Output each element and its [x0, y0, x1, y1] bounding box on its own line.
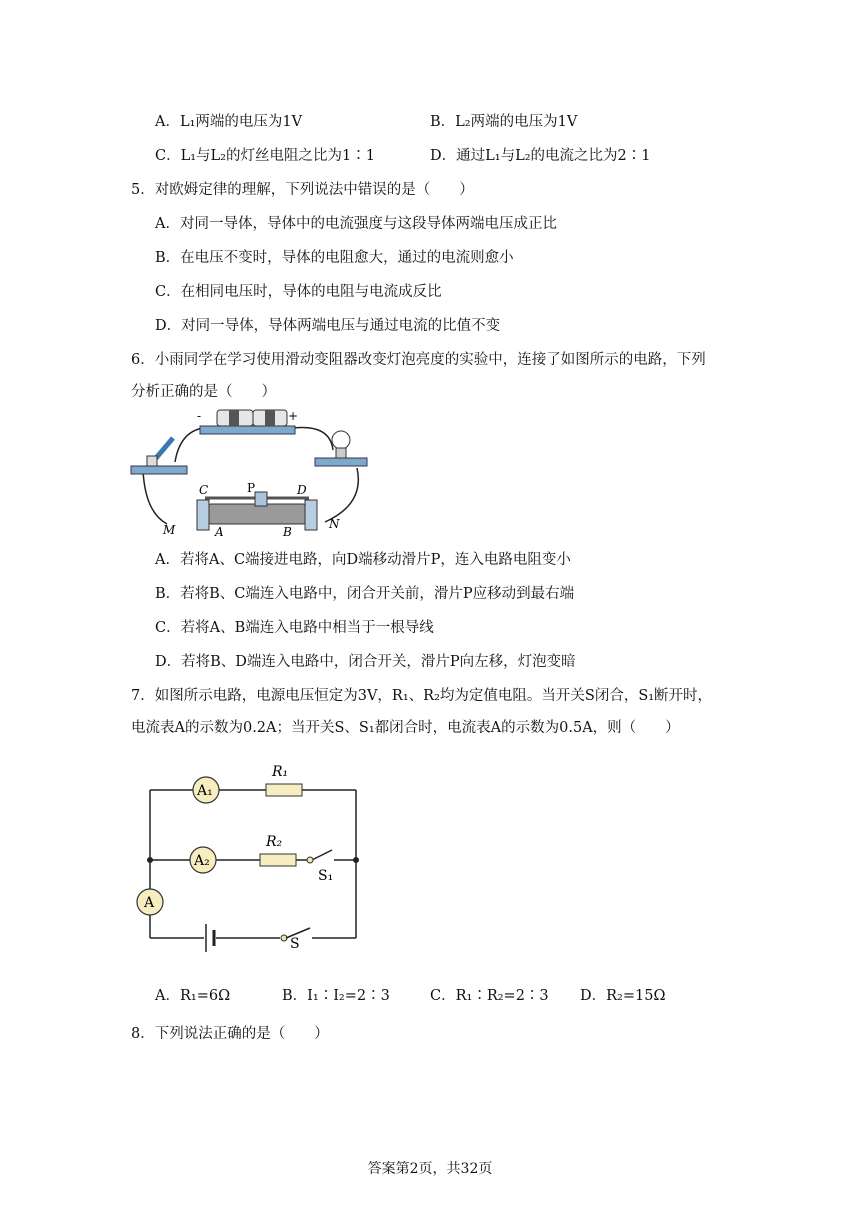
q7-option-d: D．R₂=15Ω [580, 988, 666, 1004]
q6-stem-line1: 6．小雨同学在学习使用滑动变阻器改变灯泡亮度的实验中，连接了如图所示的电路，下列 [131, 352, 706, 368]
ammeter-a2-label: A₂ [194, 853, 210, 869]
page-footer: 答案第2页，共32页 [367, 1161, 493, 1177]
q7-stem-line2: 电流表A的示数为0.2A；当开关S、S₁都闭合时，电流表A的示数为0.5A，则（ ） [131, 720, 680, 736]
q6-option-a: A．若将A、C端接进电路，向D端移动滑片P，连入电路电阻变小 [155, 552, 571, 568]
q5-option-d: D．对同一导体，导体两端电压与通过电流的比值不变 [155, 318, 501, 334]
q5-stem: 5．对欧姆定律的理解，下列说法中错误的是（ ） [131, 182, 474, 198]
battery-minus-label: - [197, 409, 202, 423]
resistor-r2-label: R₂ [266, 834, 283, 850]
q7-option-b: B．I₁∶I₂=2∶3 [282, 988, 390, 1004]
q5-option-c: C．在相同电压时，导体的电阻与电流成反比 [155, 284, 442, 300]
resistor-r1-label: R₁ [272, 764, 289, 780]
ammeter-a-label: A [144, 895, 155, 911]
q4-option-b: B．L₂两端的电压为1V [430, 114, 578, 130]
q6-option-b: B．若将B、C端连入电路中，闭合开关前，滑片P应移动到最右端 [155, 586, 575, 602]
q4-option-c: C．L₁与L₂的灯丝电阻之比为1∶1 [155, 148, 375, 164]
switch-s-label: S [290, 936, 300, 952]
terminal-d-label: D [297, 483, 307, 497]
q4-option-d: D．通过L₁与L₂的电流之比为2∶1 [430, 148, 651, 164]
wire-n-label: N [329, 517, 340, 531]
terminal-c-label: C [199, 483, 209, 497]
ammeter-a1-label: A₁ [197, 783, 213, 799]
slider-p-label: P [247, 481, 256, 495]
q7-circuit-figure [130, 752, 370, 952]
q5-option-b: B．在电压不变时，导体的电阻愈大，通过的电流则愈小 [155, 250, 514, 266]
q4-option-a: A．L₁两端的电压为1V [155, 114, 303, 130]
q6-option-d: D．若将B、D端连入电路中，闭合开关，滑片P向左移，灯泡变暗 [155, 654, 576, 670]
q5-option-a: A．对同一导体，导体中的电流强度与这段导体两端电压成正比 [155, 216, 557, 232]
terminal-a-label: A [215, 525, 224, 539]
q7-option-a: A．R₁=6Ω [155, 988, 231, 1004]
q7-option-c: C．R₁∶R₂=2∶3 [430, 988, 549, 1004]
switch-s1-label: S₁ [318, 868, 334, 884]
q7-stem-line1: 7．如图所示电路，电源电压恒定为3V，R₁、R₂均为定值电阻。当开关S闭合，S₁断开时， [131, 688, 713, 704]
battery-plus-label: + [288, 409, 299, 423]
q6-stem-line2: 分析正确的是（ ） [131, 384, 276, 400]
q8-stem: 8．下列说法正确的是（ ） [131, 1026, 329, 1042]
terminal-b-label: B [283, 525, 292, 539]
q6-option-c: C．若将A、B端连入电路中相当于一根导线 [155, 620, 434, 636]
wire-m-label: M [163, 523, 176, 537]
q6-circuit-figure [125, 404, 375, 544]
